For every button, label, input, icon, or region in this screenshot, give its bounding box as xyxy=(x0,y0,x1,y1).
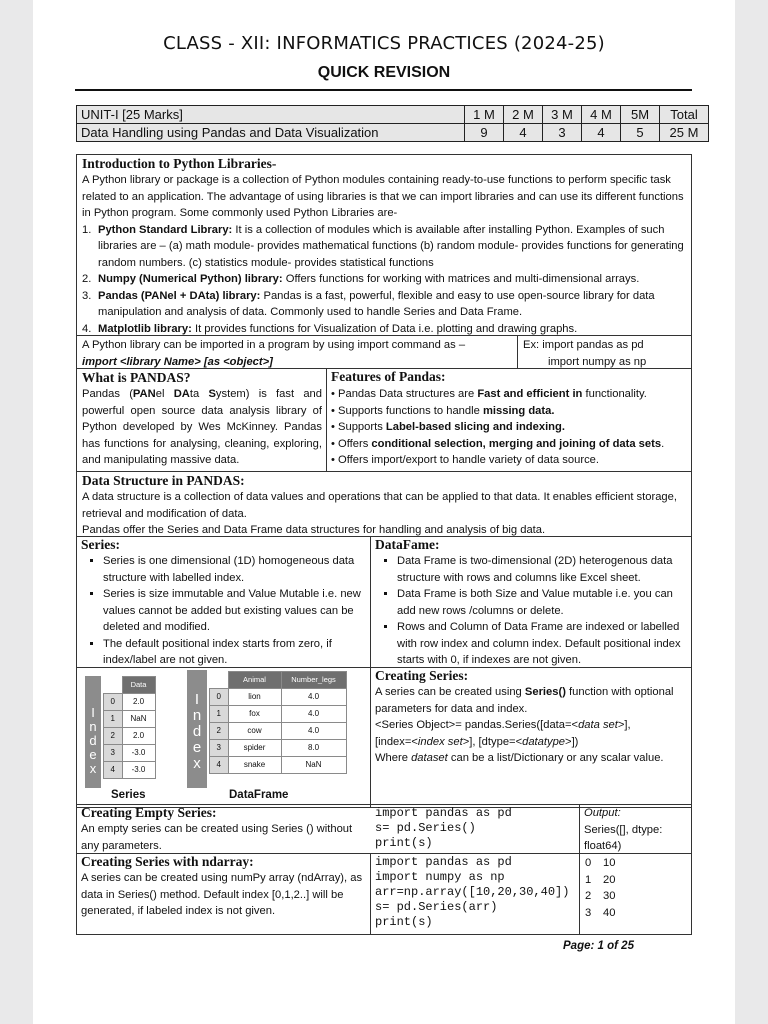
dataframe-block xyxy=(375,537,690,669)
column-divider xyxy=(579,804,580,854)
dataframe-index-bar: I n d e x xyxy=(187,670,207,788)
data-structure-heading: Data Structure in PANDAS: xyxy=(82,473,245,488)
series-caption: Series xyxy=(111,789,146,801)
empty-series-output: Output: Series([], dtype: float64) xyxy=(584,807,663,852)
creating-series-block: Creating Series: A series can be created using Series() function with optional parameters for data and index. <Series Object>= pandas.Series([data=<data set>], [index=<index set>], [dtype=<datatype>]) Where dataset can be a list/Dictionary or any scalar value. xyxy=(375,668,690,767)
empty-series-code: import pandas as pd s= pd.Series() print(s) xyxy=(375,806,512,850)
list-item: 4. Matplotlib library: It provides functions for Visualization of Data i.e. plotting and drawing graphs. xyxy=(82,322,578,335)
dataframe-caption: DataFrame xyxy=(229,789,289,801)
intro-section xyxy=(76,154,692,336)
table-cell: 4 M xyxy=(582,106,621,124)
list-item: • Supports Label-based slicing and indexing. xyxy=(331,421,565,433)
intro-heading: Introduction to Python Libraries- xyxy=(82,156,277,171)
import-example: Ex: import pandas as pd import numpy as np xyxy=(523,339,647,368)
column-divider xyxy=(579,853,580,935)
column-divider xyxy=(517,335,518,369)
pandas-description: Pandas (PANel DAta System) is fast and powerful open source data analysis library of Python developed by Wes McKinney. Pandas has functions for analysing, cleaning, exploring, and manipulating massive data. xyxy=(82,388,322,466)
list-item: • Offers conditional selection, merging and joining of data sets. xyxy=(331,437,665,450)
list-item: ▪ Data Frame is both Size and Value mutable i.e. you can add new rows /columns or delete. xyxy=(397,586,690,619)
ndarray-series-code: import pandas as pd import numpy as np arr=np.array([10,20,30,40]) s= pd.Series(arr) print(s) xyxy=(375,855,570,929)
features-heading: Features of Pandas: xyxy=(331,369,446,384)
table-cell: 9 xyxy=(465,124,504,142)
table-cell: 4 xyxy=(504,124,543,142)
title-divider xyxy=(75,89,692,91)
document-title: CLASS - XII: INFORMATICS PRACTICES (2024-25) xyxy=(163,33,605,54)
import-text: A Python library can be imported in a program by using import command as – import <library Name> [as <object>] xyxy=(82,339,466,368)
list-item: 3. Pandas (PANel + DAta) library: Pandas is a fast, powerful, flexible and easy to use open-source library for data manipulation and analysis of data. Commonly used to handle Series and Data Frame. xyxy=(82,289,655,318)
list-item: ▪ Series is one dimensional (1D) homogeneous data structure with labelled index. xyxy=(103,553,366,586)
table-cell: 25 M xyxy=(660,124,709,142)
column-divider xyxy=(326,368,327,472)
list-item: • Offers import/export to handle variety of data source. xyxy=(331,454,599,466)
table-cell: UNIT-I [25 Marks] xyxy=(77,106,465,124)
list-item: ▪ The default positional index starts from zero, if index/label are not given. xyxy=(103,636,366,669)
data-structure-paragraph: Pandas offer the Series and Data Frame data structures for handling and analysis of big data. xyxy=(82,524,546,536)
table-cell: 3 xyxy=(543,124,582,142)
data-structure-paragraph: A data structure is a collection of data values and operations that can be applied to that data. It enables efficient storage, retrieval and modification of data. xyxy=(82,491,677,520)
series-index-bar: I n d e x xyxy=(85,676,101,788)
empty-series-heading: Creating Empty Series: xyxy=(81,805,217,820)
table-cell: 5M xyxy=(621,106,660,124)
unit-marks-table xyxy=(76,105,709,142)
data-structure-section xyxy=(76,471,692,537)
empty-series-text: Creating Empty Series: An empty series can be created using Series () without any parameters. xyxy=(81,805,366,854)
list-item: 1. Python Standard Library: It is a collection of modules which is available after installing Python. Examples of such libraries are – (a) math module- provides mathematical functions (b) random module- provides functions for generating random numbers. (c) statistics module- provides statistical functions xyxy=(82,223,684,269)
list-item: ▪ Rows and Column of Data Frame are indexed or labelled with row index and column index. Default positional index starts with 0, if indexes are not given. xyxy=(397,619,690,669)
ndarray-series-heading: Creating Series with ndarray: xyxy=(81,854,254,869)
table-cell: 5 xyxy=(621,124,660,142)
features-of-pandas xyxy=(331,369,691,469)
intro-paragraph: A Python library or package is a collection of Python modules containing ready-to-use functions to perform specific task related to an application. The advantage of using libraries is that we can import libraries and can use its different functions in Python program. Some commonly used Python Libraries are- xyxy=(82,174,684,219)
ndarray-series-output: 0 10 1 20 2 30 3 40 xyxy=(585,857,616,919)
table-cell: 4 xyxy=(582,124,621,142)
series-table: Data 0 2.0 1 NaN 2 2.0 3 -3.0 4 -3.0 xyxy=(103,676,156,779)
creating-series-heading: Creating Series: xyxy=(375,668,469,683)
document-page xyxy=(33,0,735,1024)
column-divider xyxy=(370,853,371,935)
table-row xyxy=(77,124,709,142)
pandas-heading: What is PANDAS? xyxy=(82,370,191,385)
table-cell: Total xyxy=(660,106,709,124)
series-block xyxy=(81,537,366,669)
table-cell: Data Handling using Pandas and Data Visualization xyxy=(77,124,465,142)
what-is-pandas xyxy=(82,370,322,469)
list-item: • Supports functions to handle missing data. xyxy=(331,404,555,417)
dataframe-table: Animal Number_legs 0 lion 4.0 1 fox 4.0 2 cow 4.0 3 spider 8.0 4 snake NaN xyxy=(209,671,347,774)
page-number: Page: 1 of 25 xyxy=(563,940,634,952)
list-item: 2. Numpy (Numerical Python) library: Offers functions for working with matrices and multi-dimensional arrays. xyxy=(82,273,640,285)
table-cell: 1 M xyxy=(465,106,504,124)
list-item: • Pandas Data structures are Fast and efficient in functionality. xyxy=(331,388,647,400)
series-heading: Series: xyxy=(81,537,120,552)
ndarray-series-text: Creating Series with ndarray: A series can be created using numPy array (ndArray), as data in Series() method. Default index [0,1,2..] will be generated, if labeled index is not given. xyxy=(81,854,368,920)
table-cell: 3 M xyxy=(543,106,582,124)
list-item: ▪ Series is size immutable and Value Mutable i.e. new values cannot be added but existing values can be deleted and modified. xyxy=(103,586,366,636)
table-cell: 2 M xyxy=(504,106,543,124)
dataframe-list xyxy=(375,553,690,669)
list-item: ▪ Data Frame is two-dimensional (2D) heterogenous data structure with rows and columns like Excel sheet. xyxy=(397,553,690,586)
dataframe-heading: DataFame: xyxy=(375,537,440,552)
series-list xyxy=(81,553,366,669)
table-row xyxy=(77,106,709,124)
document-subtitle: QUICK REVISION xyxy=(317,64,451,81)
